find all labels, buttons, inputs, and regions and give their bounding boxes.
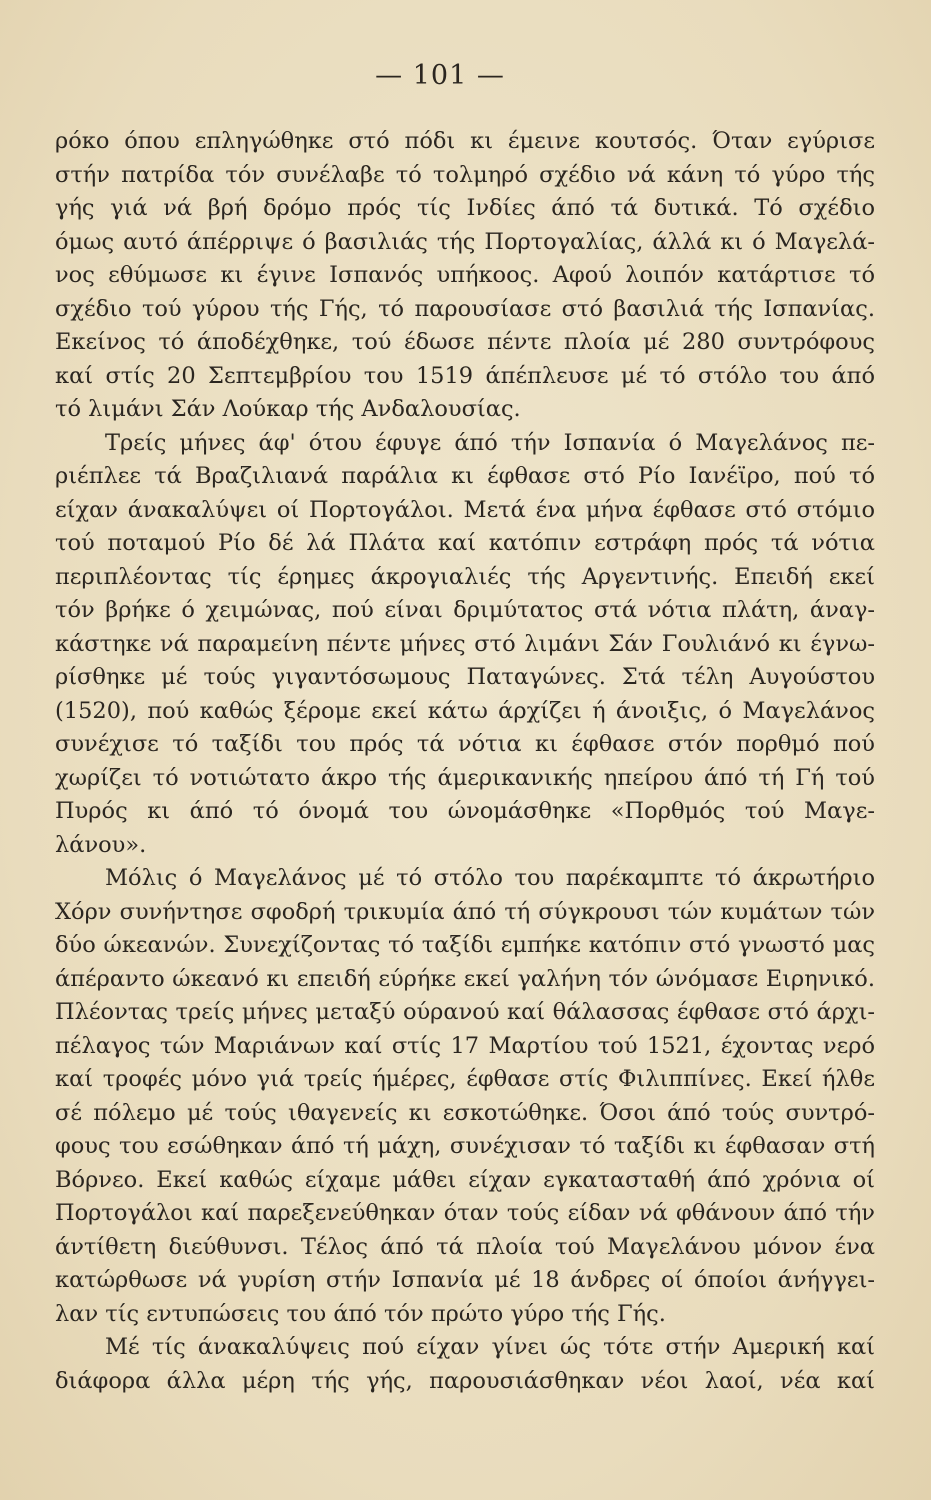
text-line: σέ πόλεμο μέ τούς ιθαγενείς κι εσκοτώθηκε. Όσοι άπό τούς συντρό-: [55, 1099, 875, 1126]
text-line: ρόκο όπου επληγώθηκε στό πόδι κι έμεινε κουτσός. Όταν εγύρισε: [55, 128, 875, 154]
text-line: κατώρθωσε νά γυρίση στήν Ισπανία μέ 18 άνδρες οί όποίοι άνήγγει-: [55, 1267, 875, 1293]
text-line: λαν τίς εντυπώσεις του άπό τόν πρώτο γύρο τής Γής.: [55, 1300, 666, 1327]
text-line: γής γιά νά βρή δρόμο πρός τίς Ινδίες άπό τά δυτικά. Τό σχέδιο: [55, 195, 875, 221]
text-line: δύο ώκεανών. Συνεχίζοντας τό ταξίδι εμπήκε κατόπιν στό γνωστό μας: [55, 932, 875, 958]
text-line: όμως αυτό άπέρριψε ό βασιλιάς τής Πορτογαλίας, άλλά κι ό Μαγελά-: [55, 228, 875, 255]
text-line: περιπλέοντας τίς έρημες άκρογιαλιές τής Αργεντινής. Επειδή εκεί: [55, 563, 875, 590]
text-line: διάφορα άλλα μέρη τής γής, παρουσιάσθηκαν νέοι λαοί, νέα καί: [55, 1367, 875, 1394]
text-line: κάστηκε νά παραμείνη πέντε μήνες στό λιμάνι Σάν Γουλιάνό κι έγνω-: [55, 630, 875, 657]
text-line: σχέδιο τού γύρου τής Γής, τό παρουσίασε στό βασιλιά τής Ισπανίας.: [55, 295, 875, 322]
text-line: άντίθετη διεύθυνσι. Τέλος άπό τά πλοία τού Μαγελάνου μόνον ένα: [55, 1233, 875, 1260]
text-line: στήν πατρίδα τόν συνέλαβε τό τολμηρό σχέδιο νά κάνη τό γύρο τής: [55, 161, 875, 188]
text-line: Μόλις ό Μαγελάνος μέ τό στόλο του παρέκαμπτε τό άκρωτήριο: [105, 865, 875, 891]
text-line: Βόρνεο. Εκεί καθώς είχαμε μάθει είχαν εγκατασταθή άπό χρόνια οί: [55, 1166, 875, 1193]
text-line: χωρίζει τό νοτιώτατο άκρο τής άμερικανικής ηπείρου άπό τή Γή τού: [55, 764, 875, 791]
text-line: Πλέοντας τρείς μήνες μεταξύ ούρανού καί θάλασσας έφθασε στό άρχι-: [55, 999, 875, 1025]
body-text: [55, 125, 875, 1398]
text-line: Εκείνος τό άποδέχθηκε, τού έδωσε πέντε πλοία μέ 280 συντρόφους: [55, 329, 875, 355]
text-line: Πυρός κι άπό τό όνομά του ώνομάσθηκε «Πορθμός τού Μαγε-: [55, 798, 875, 824]
text-line: τό λιμάνι Σάν Λούκαρ τής Ανδαλουσίας.: [55, 396, 521, 422]
text-line: φους του εσώθηκαν άπό τή μάχη, συνέχισαν τό ταξίδι κι έφθασαν στή: [55, 1133, 875, 1159]
text-line: λάνου».: [55, 831, 147, 858]
text-line: Πορτογάλοι καί παρεξενεύθηκαν όταν τούς είδαν νά φθάνουν άπό τήν: [55, 1200, 875, 1226]
text-line: είχαν άνακαλύψει οί Πορτογάλοι. Μετά ένα μήνα έφθασε στό στόμιο: [55, 496, 875, 523]
text-line: νος εθύμωσε κι έγινε Ισπανός υπήκοος. Αφού λοιπόν κατάρτισε τό: [55, 262, 875, 288]
text-line: πέλαγος τών Μαριάνων καί στίς 17 Μαρτίου τού 1521, έχοντας νερό: [55, 1032, 875, 1059]
text-line: καί στίς 20 Σεπτεμβρίου του 1519 άπέπλευσε μέ τό στόλο του άπό: [55, 362, 875, 389]
text-line: τόν βρήκε ό χειμώνας, πού είναι δριμύτατος στά νότια πλάτη, άναγ-: [55, 597, 875, 623]
text-line: τού ποταμού Ρίο δέ λά Πλάτα καί κατόπιν εστράφη πρός τά νότια: [55, 530, 875, 556]
text-line: Μέ τίς άνακαλύψεις πού είχαν γίνει ώς τότε στήν Αμερική καί: [105, 1334, 875, 1360]
text-line: ριέπλεε τά Βραζιλιανά παράλια κι έφθασε στό Ρίο Ιανέϊρο, πού τό: [55, 463, 875, 489]
text-line: (1520), πού καθώς ξέρομε εκεί κάτω άρχίζει ή άνοιξις, ό Μαγελάνος: [55, 697, 875, 724]
text-line: καί τροφές μόνο γιά τρείς ήμέρες, έφθασε στίς Φιλιππίνες. Εκεί ήλθε: [55, 1066, 875, 1092]
text-line: ρίσθηκε μέ τούς γιγαντόσωμους Παταγώνες. Στά τέλη Αυγούστου: [55, 664, 875, 690]
text-line: Τρείς μήνες άφ' ότου έφυγε άπό τήν Ισπανία ό Μαγελάνος πε-: [105, 429, 875, 456]
text-line: συνέχισε τό ταξίδι του πρός τά νότια κι έφθασε στόν πορθμό πού: [55, 731, 875, 757]
text-line: Χόρν συνήντησε σφοδρή τρικυμία άπό τή σύγκρουσι τών κυμάτων τών: [55, 898, 875, 925]
text-line: άπέραντο ώκεανό κι επειδή εύρήκε εκεί γαλήνη τόν ώνόμασε Ειρηνικό.: [55, 965, 875, 992]
page-number: — 101 —: [375, 60, 505, 91]
